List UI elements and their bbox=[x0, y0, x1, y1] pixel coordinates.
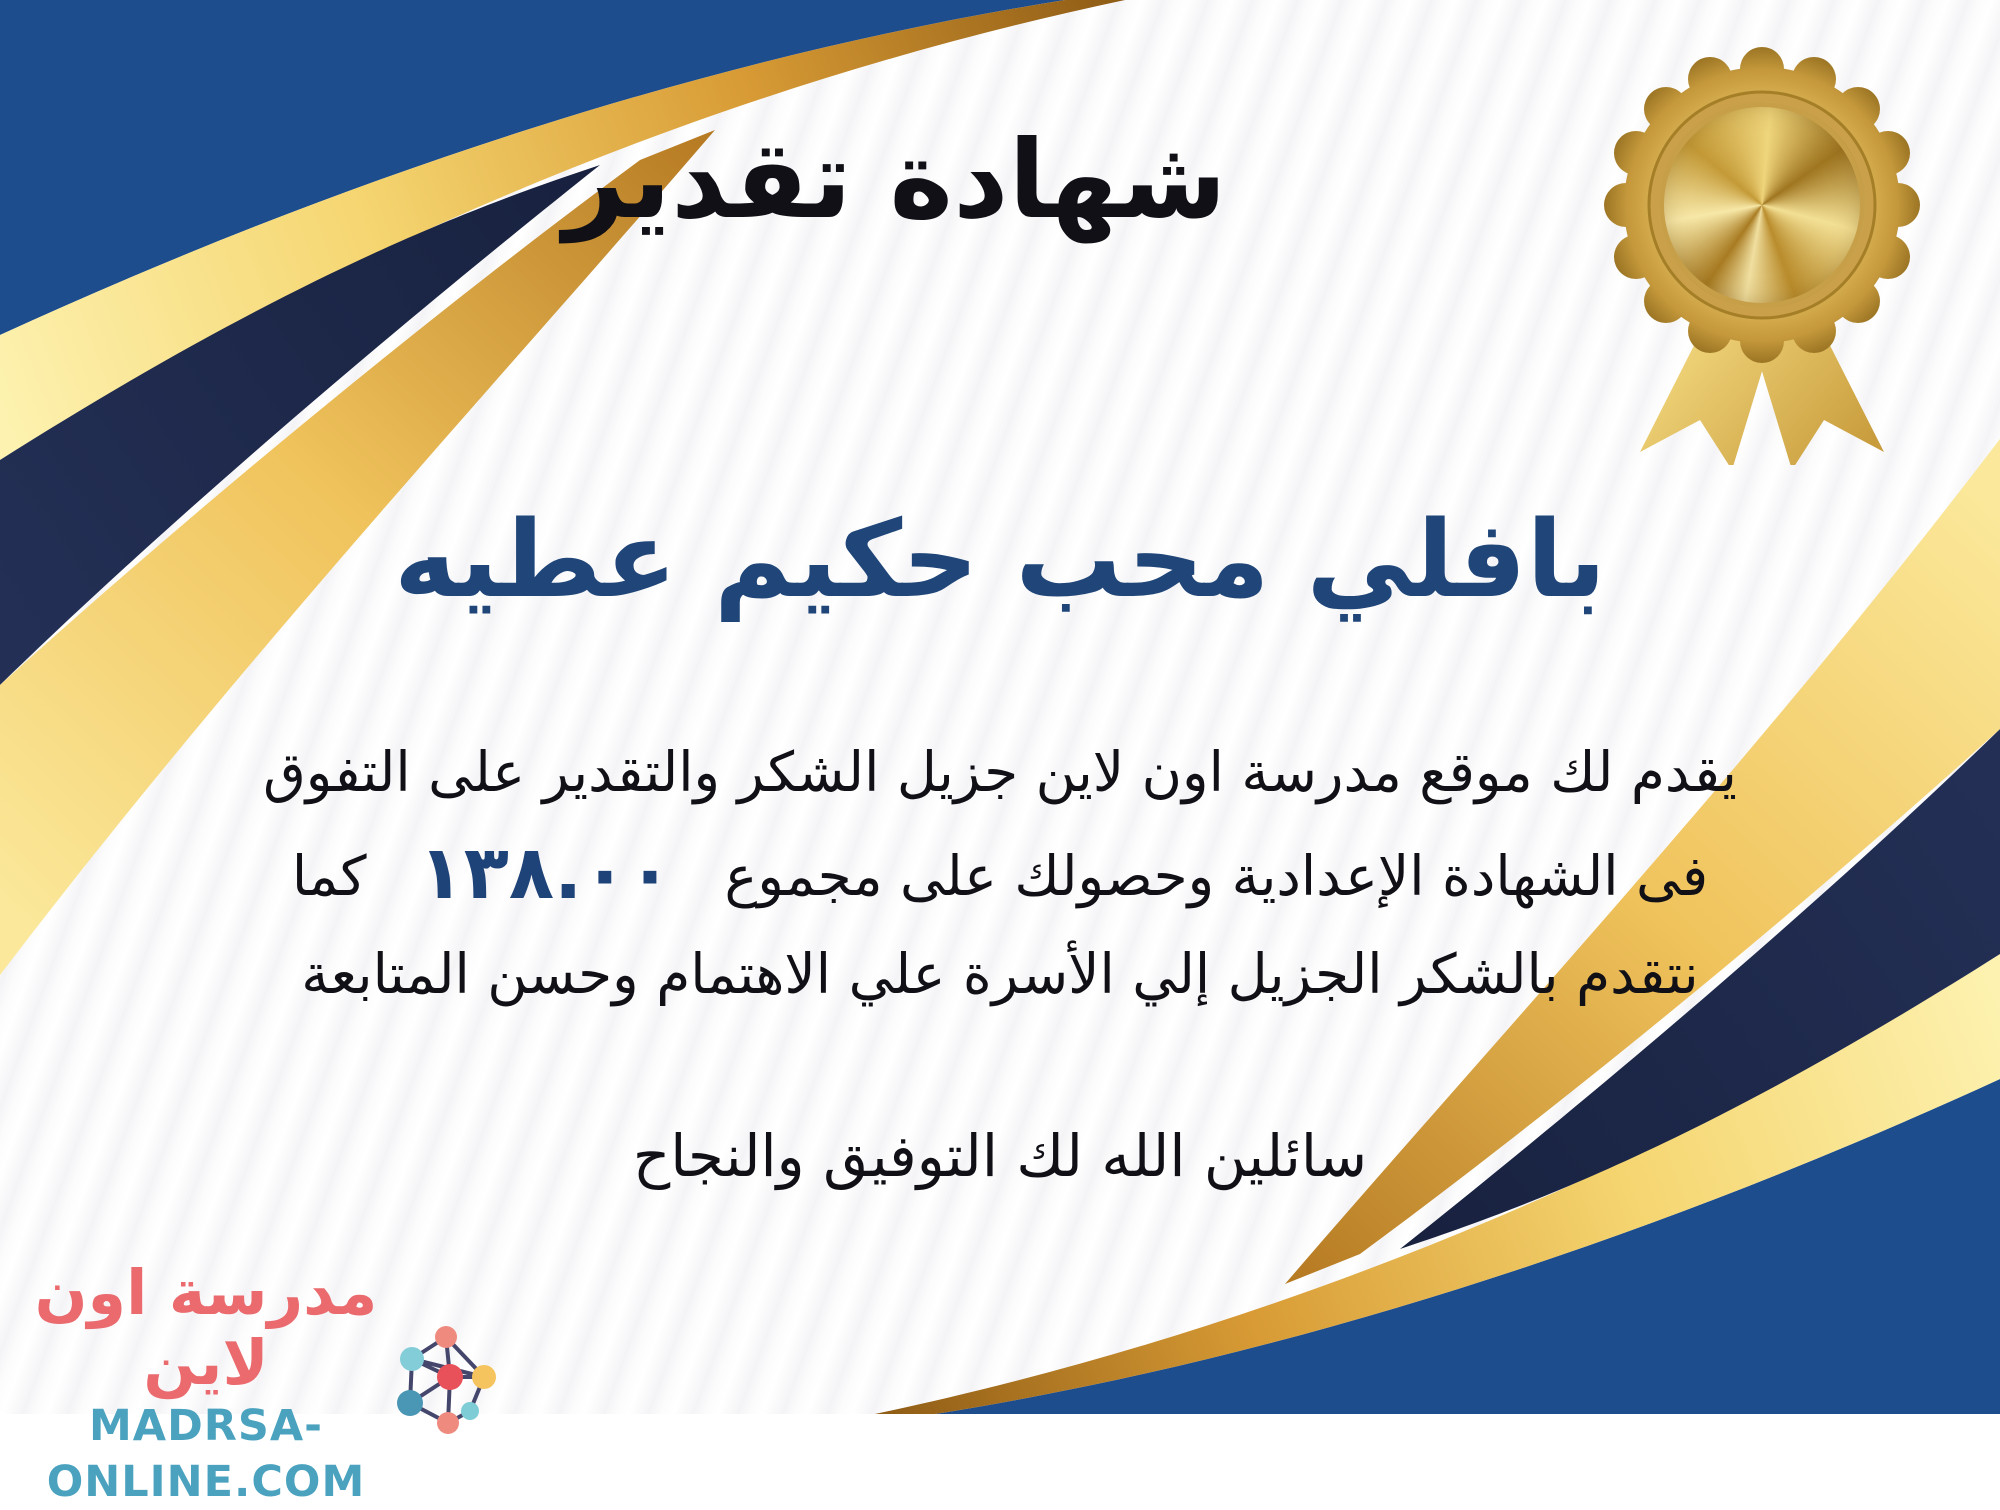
body-line-2 bbox=[0, 824, 2000, 922]
body-line-1: يقدم لك موقع مدرسة اون لاين جزيل الشكر والتقدير على التفوق bbox=[263, 740, 1737, 804]
gold-medal-icon bbox=[1595, 35, 1935, 465]
network-graph-icon bbox=[396, 1321, 500, 1447]
site-name-arabic: مدرسة اون لاين bbox=[34, 1256, 378, 1399]
site-logo-text bbox=[26, 1258, 386, 1510]
body-line-2-after: كما bbox=[291, 844, 367, 908]
body-line-3: نتقدم بالشكر الجزيل إلي الأسرة علي الاهتمام وحسن المتابعة bbox=[301, 942, 1699, 1006]
body-line-2-before: فى الشهادة الإعدادية وحصولك على مجموع bbox=[724, 844, 1709, 908]
site-logo bbox=[26, 1258, 500, 1510]
certificate-title: شهادة تقدير bbox=[563, 118, 1227, 243]
closing-line: سائلين الله لك التوفيق والنجاح bbox=[632, 1122, 1368, 1190]
score-value: ١٣٨.٠٠ bbox=[418, 830, 673, 916]
student-name: بافلي محب حكيم عطيه bbox=[393, 498, 1607, 621]
site-domain: MADRSA-ONLINE.COM bbox=[46, 1401, 366, 1507]
